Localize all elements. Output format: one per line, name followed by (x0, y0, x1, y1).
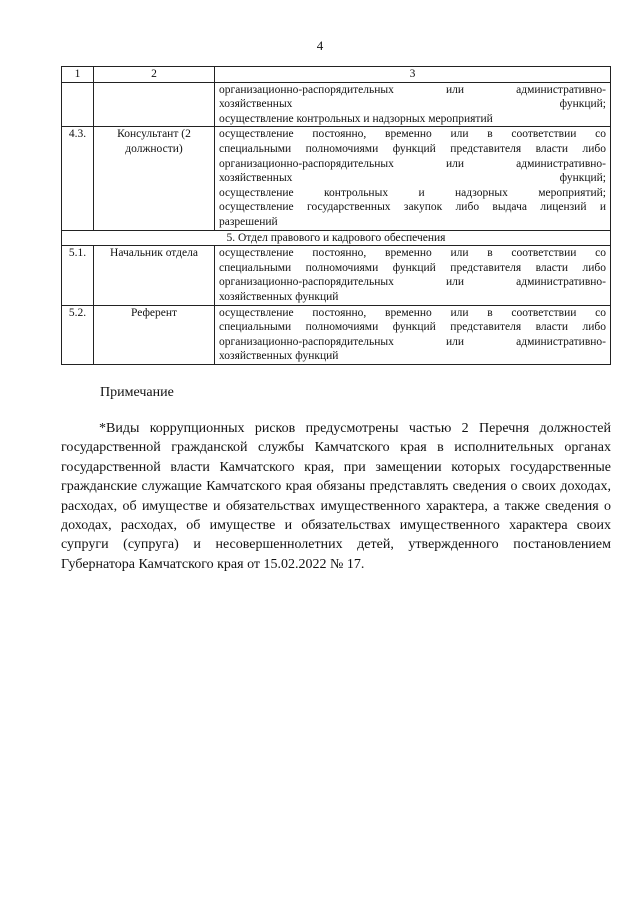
table-row (62, 82, 611, 127)
description-line: хозяйственных функций (219, 290, 339, 303)
description-line: организационно-распорядительных или административно- (219, 157, 606, 170)
description-line: осуществление государственных закупок либо выдача лицензий и (219, 201, 606, 214)
table-section-row (62, 230, 611, 246)
description-line: осуществление постоянно, временно или в соответствии со (219, 306, 606, 319)
row-number (62, 82, 94, 127)
note-title: Примечание (100, 385, 174, 400)
header-cell-2: 2 (94, 67, 215, 83)
description-line: специальными полномочиями функций представителя власти либо (219, 321, 606, 334)
description-line: организационно-распорядительных или административно- (219, 335, 606, 348)
note-text: *Виды коррупционных рисков предусмотрены частью 2 Перечня должностей государственной гражданской службы Камчатского края в исполнительных органах государственной власти Камчатского края, при замещении которых государственные гражданские служащие Камчатского края обязаны представлять сведения о своих доходах, расходах, об имуществе и обязательствах имущественного характера, а также сведения о доходах, расходах, об имуществе и обязательствах имущественного характера своих супруги (супруга) и несовершеннолетних детей, утвержденного постановлением Губернатора Камчатского края от 15.02.2022 № 17. (61, 421, 611, 572)
header-cell-3: 3 (215, 67, 611, 83)
position-name: Референт (94, 305, 215, 364)
risk-description (215, 127, 611, 230)
description-line: осуществление контрольных и надзорных мероприятий (219, 112, 493, 125)
position-name: Начальник отдела (94, 246, 215, 305)
table-row (62, 246, 611, 305)
description-line: осуществление постоянно, временно или в соответствии со (219, 247, 606, 260)
description-line: организационно-распорядительных или административно- (219, 83, 606, 96)
row-number: 5.1. (62, 246, 94, 305)
row-number: 5.2. (62, 305, 94, 364)
description-line: осуществление контрольных и надзорных мероприятий; (219, 186, 606, 199)
risk-description (215, 246, 611, 305)
description-line: хозяйственных функций; (219, 172, 606, 185)
section-heading: 5. Отдел правового и кадрового обеспечения (62, 230, 611, 246)
table-header-row (62, 67, 611, 83)
position-name: Консультант (2 должности) (94, 127, 215, 230)
description-line: хозяйственных функций; (219, 98, 606, 111)
description-line: специальными полномочиями функций представителя власти либо (219, 261, 606, 274)
table-row (62, 305, 611, 364)
risk-description (215, 305, 611, 364)
description-line: осуществление постоянно, временно или в соответствии со (219, 128, 606, 141)
position-name (94, 82, 215, 127)
description-line: разрешений (219, 215, 278, 228)
risk-description (215, 82, 611, 127)
table-row (62, 127, 611, 230)
description-line: организационно-распорядительных или административно- (219, 276, 606, 289)
row-number: 4.3. (62, 127, 94, 230)
risk-table (61, 66, 611, 365)
description-line: специальными полномочиями функций представителя власти либо (219, 142, 606, 155)
description-line: хозяйственных функций (219, 350, 339, 363)
header-cell-1: 1 (62, 67, 94, 83)
page-number: 4 (316, 38, 324, 53)
risk-table-body (62, 67, 611, 365)
